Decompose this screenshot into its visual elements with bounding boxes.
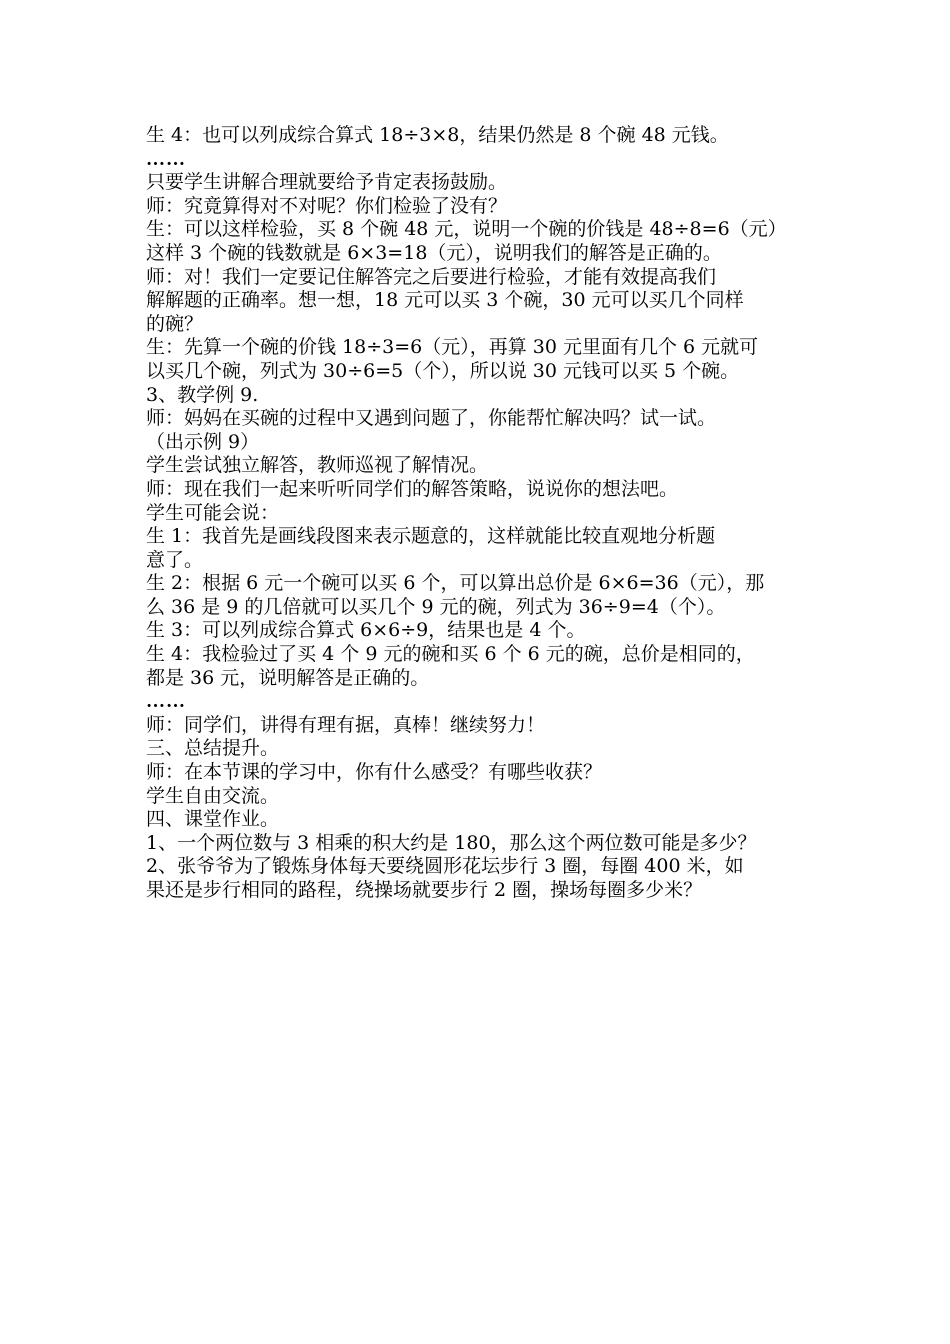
text-line-show-example-9: （出示例 9） (146, 430, 260, 453)
ellipsis-line: …… (146, 148, 186, 170)
text-line-student-check-2: 这样 3 个碗的钱数就是 6×3=18（元），说明我们的解答是正确的。 (146, 241, 722, 264)
text-line-student-4-equation: 生 4：也可以列成综合算式 18÷3×8，结果仍然是 8 个碗 48 元钱。 (146, 124, 729, 146)
text-line-teacher-remark-3: 的碗？ (146, 312, 204, 335)
text-line-student-4-b: 都是 36 元，说明解答是正确的。 (146, 666, 430, 689)
document-page (146, 124, 836, 903)
text-line-teacher-reflection: 师：在本节课的学习中，你有什么感受？有哪些收获？ (146, 761, 603, 784)
text-line-teacher-praise: 师：同学们，讲得有理有据，真棒！继续努力！ (146, 713, 546, 736)
text-line-students-try: 学生尝试独立解答，教师巡视了解情况。 (146, 454, 489, 477)
text-line-teacher-remark-1: 师：对！我们一定要记住解答完之后要进行检验，才能有效提高我们 (146, 265, 717, 288)
text-line-students-may-say: 学生可能会说： (146, 501, 280, 524)
text-line-student-2-a: 生 2：根据 6 元一个碗可以买 6 个，可以算出总价是 6×6=36（元），那 (146, 572, 765, 595)
text-line-student-answer-1: 生：先算一个碗的价钱 18÷3=6（元），再算 30 元里面有几个 6 元就可 (146, 336, 759, 359)
text-line-student-check-1: 生：可以这样检验，买 8 个碗 48 元，说明一个碗的价钱是 48÷8=6（元） (146, 218, 787, 241)
text-line-homework-2-a: 2、张爷爷为了锻炼身体每天要绕圆形花坛步行 3 圈，每圈 400 米，如 (146, 855, 744, 878)
text-line-praise-note: 只要学生讲解合理就要给予肯定表扬鼓励。 (146, 171, 508, 194)
text-line-student-4-a: 生 4：我检验过了买 4 个 9 元的碗和买 6 个 6 元的碗，总价是相同的， (146, 643, 755, 666)
text-line-student-2-b: 么 36 是 9 的几倍就可以买几个 9 元的碗，列式为 36÷9=4（个）。 (146, 595, 726, 618)
ellipsis-line: …… (146, 691, 186, 713)
text-line-student-1-a: 生 1：我首先是画线段图来表示题意的，这样就能比较直观地分析题 (146, 525, 716, 548)
section-heading-summary: 三、总结提升。 (146, 737, 280, 760)
text-line-students-discuss: 学生自由交流。 (146, 784, 280, 807)
text-line-homework-1: 1、一个两位数与 3 相乘的积大约是 180，那么这个两位数可能是多少？ (146, 831, 757, 854)
section-heading-example-9: 3、教学例 9. (146, 383, 259, 406)
text-line-student-1-b: 意了。 (146, 548, 204, 571)
text-line-homework-2-b: 果还是步行相同的路程，绕操场就要步行 2 圈，操场每圈多少米？ (146, 879, 703, 901)
text-line-teacher-listen: 师：现在我们一起来听听同学们的解答策略，说说你的想法吧。 (146, 477, 679, 500)
text-line-student-answer-2: 以买几个碗，列式为 30÷6=5（个），所以说 30 元钱可以买 5 个碗。 (146, 359, 740, 382)
section-heading-homework: 四、课堂作业。 (146, 808, 280, 831)
text-line-teacher-example-9: 师：妈妈在买碗的过程中又遇到问题了，你能帮忙解决吗？试一试。 (146, 407, 717, 430)
text-line-teacher-check-question: 师：究竟算得对不对呢？你们检验了没有？ (146, 194, 508, 217)
text-line-student-3: 生 3：可以列成综合算式 6×6÷9，结果也是 4 个。 (146, 619, 586, 642)
text-line-teacher-remark-2: 解解题的正确率。想一想，18 元可以买 3 个碗，30 元可以买几个同样 (146, 289, 744, 312)
